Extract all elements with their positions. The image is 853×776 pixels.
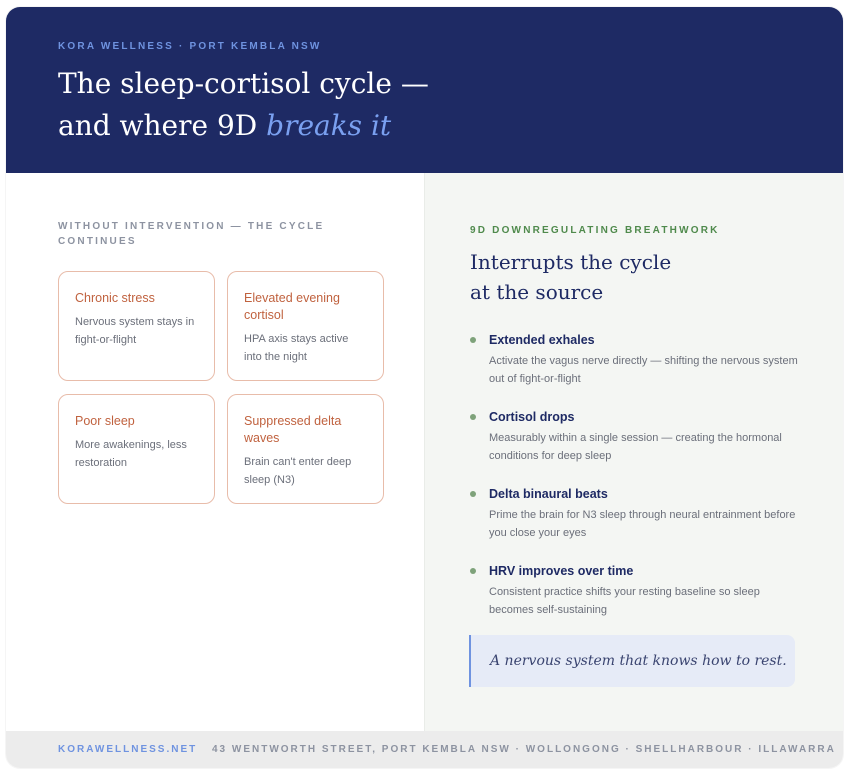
- benefit-item-delta-binaural: [470, 485, 800, 542]
- slide-card: [6, 7, 843, 768]
- cycle-card-title: Suppressed delta waves: [244, 414, 342, 445]
- bullet-dot-icon: [470, 414, 476, 420]
- title-line-2-prefix: and where 9D: [58, 109, 267, 142]
- footer-bar: [6, 731, 843, 768]
- breathwork-title-line-1: Interrupts the cycle: [470, 250, 672, 274]
- benefit-list: [470, 331, 800, 639]
- page-title: [58, 63, 429, 147]
- cycle-card-desc: Nervous system stays in fight-or-flight: [75, 316, 195, 346]
- bullet-dot-icon: [470, 337, 476, 343]
- benefit-title: Delta binaural beats: [489, 487, 608, 501]
- footer-address: 43 WENTWORTH STREET, PORT KEMBLA NSW · WOLLONGONG · SHELLHARBOUR · ILLAWARRA: [212, 744, 836, 755]
- website-link[interactable]: KORAWELLNESS.NET: [58, 744, 198, 755]
- title-line-1: The sleep-cortisol cycle —: [58, 67, 429, 100]
- cycle-card-grid: [58, 271, 384, 504]
- cycle-card-title: Poor sleep: [75, 414, 135, 428]
- cycle-section-label: WITHOUT INTERVENTION — THE CYCLE CONTINUES: [58, 221, 325, 247]
- cycle-card-desc: HPA axis stays active into the night: [244, 333, 349, 363]
- breathwork-title-line-2: at the source: [470, 280, 604, 304]
- breathwork-section-label: 9D DOWNREGULATING BREATHWORK: [470, 225, 720, 236]
- cycle-card-title: Chronic stress: [75, 291, 155, 305]
- benefit-item-hrv: [470, 562, 800, 619]
- benefit-title: Extended exhales: [489, 333, 595, 347]
- cycle-panel: [6, 173, 424, 731]
- benefit-desc: Activate the vagus nerve directly — shifting the nervous system out of fight-or-flight: [489, 355, 798, 385]
- benefit-desc: Consistent practice shifts your resting baseline so sleep becomes self-sustaining: [489, 586, 760, 616]
- benefit-item-cortisol-drops: [470, 408, 800, 465]
- cycle-card-chronic-stress: [58, 271, 215, 381]
- benefit-desc: Measurably within a single session — creating the hormonal conditions for deep sleep: [489, 432, 782, 462]
- bullet-dot-icon: [470, 491, 476, 497]
- cycle-card-desc: Brain can't enter deep sleep (N3): [244, 456, 352, 486]
- cycle-card-title: Elevated evening cortisol: [244, 291, 340, 322]
- cycle-card-suppressed-delta: [227, 394, 384, 504]
- benefit-title: Cortisol drops: [489, 410, 575, 424]
- breathwork-panel: [424, 173, 843, 731]
- pull-quote: A nervous system that knows how to rest.: [469, 635, 795, 687]
- benefit-item-extended-exhales: [470, 331, 800, 388]
- breathwork-title: [470, 247, 770, 307]
- header-banner: [6, 7, 843, 173]
- benefit-title: HRV improves over time: [489, 564, 634, 578]
- cycle-card-desc: More awakenings, less restoration: [75, 439, 187, 469]
- title-emphasis: breaks it: [266, 109, 392, 142]
- benefit-desc: Prime the brain for N3 sleep through neural entrainment before you close your eyes: [489, 509, 796, 539]
- bullet-dot-icon: [470, 568, 476, 574]
- cycle-card-elevated-cortisol: [227, 271, 384, 381]
- cycle-card-poor-sleep: [58, 394, 215, 504]
- brand-eyebrow: KORA WELLNESS · PORT KEMBLA NSW: [58, 41, 322, 52]
